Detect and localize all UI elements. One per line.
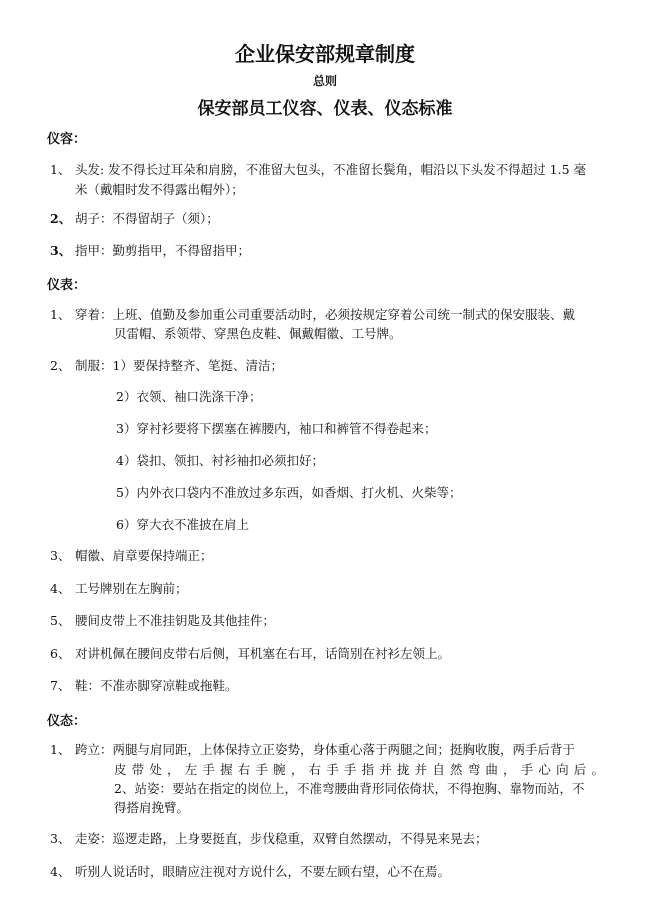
- item-number: 2、: [50, 211, 72, 226]
- item-continuation: 得搭肩挽臂。: [114, 800, 190, 815]
- item-number: 3、: [50, 831, 71, 846]
- list-item: [50, 611, 275, 631]
- list-item: [50, 829, 488, 849]
- uniform-subitem: 4）袋扣、领扣、衬衫袖扣必须扣好；: [116, 453, 324, 468]
- item-continuation: 米（戴帽时发不得露出帽外）；: [75, 182, 244, 197]
- section-dress-label: 仪表：: [47, 278, 87, 293]
- uniform-subitem: 2）衣领、袖口洗涤干净；: [116, 389, 262, 404]
- list-item: [50, 676, 238, 696]
- list-item: [50, 160, 610, 180]
- document-title: 企业保安部规章制度: [235, 42, 415, 66]
- item-text: 走姿：巡逻走路，上身要挺直，步伐稳重，双臂自然摆动，不得晃来晃去；: [75, 831, 488, 846]
- item-text: 制服：1）要保持整齐、笔挺、清洁；: [75, 358, 283, 373]
- uniform-subitem: 3）穿衬衫要将下摆塞在裤腰内，袖口和裤管不得卷起来；: [116, 421, 437, 436]
- item-number: 1、: [50, 742, 71, 757]
- item-text: 指甲：勤剪指甲，不得留指甲；: [75, 243, 251, 258]
- item-text: 帽徽、肩章要保持端正；: [75, 548, 213, 563]
- item-number: 5、: [50, 613, 71, 628]
- document-heading: 保安部员工仪容、仪表、仪态标准: [197, 99, 453, 119]
- item-number: 1、: [50, 307, 71, 322]
- list-item: [50, 241, 250, 261]
- list-item: [50, 305, 610, 325]
- item-text: 工号牌别在左胸前；: [75, 581, 188, 596]
- list-item: [50, 579, 188, 599]
- list-item: [50, 356, 283, 376]
- item-continuation: 2、站姿：要站在指定的岗位上，不准弯腰曲背形同依倚状，不得抱胸、靠物而站，不: [114, 781, 585, 796]
- list-item: [50, 862, 450, 882]
- item-continuation: 贝雷帽、系领带、穿黑色皮鞋、佩戴帽徽、工号牌。: [114, 326, 402, 341]
- item-text: 听别人说话时，眼睛应注视对方说什么，不要左顾右望，心不在焉。: [75, 864, 451, 879]
- item-number: 3、: [50, 548, 71, 563]
- item-text: 跨立：两腿与肩同距，上体保持立正姿势，身体重心落于两腿之间；挺胸收腹，两手后背于: [75, 742, 576, 757]
- item-number: 4、: [50, 581, 71, 596]
- item-text: 鞋：不准赤脚穿凉鞋或拖鞋。: [75, 678, 238, 693]
- item-number: 1、: [50, 162, 71, 177]
- item-number: 4、: [50, 864, 71, 879]
- section-appearance-label: 仪容：: [47, 132, 87, 147]
- uniform-subitem: 5）内外衣口袋内不准放过多东西，如香烟、打火机、火柴等；: [116, 485, 462, 500]
- item-number: 2、: [50, 358, 71, 373]
- section-posture-label: 仪态：: [47, 714, 87, 729]
- item-text: 腰间皮带上不准挂钥匙及其他挂件；: [75, 613, 276, 628]
- uniform-subitem: 6）穿大衣不准披在肩上: [116, 517, 249, 532]
- item-number: 7、: [50, 678, 71, 693]
- item-continuation: 皮带处，左手握右手腕，右手手指并拢并自然弯曲，手心向后。: [114, 762, 604, 777]
- list-item: [50, 209, 219, 229]
- item-text: 胡子：不得留胡子（须）；: [75, 211, 219, 226]
- list-item: [50, 740, 610, 760]
- document-subtitle: 总则: [312, 74, 337, 88]
- item-text: 对讲机佩在腰间皮带右后侧，耳机塞在右耳，话筒别在衬衫左领上。: [75, 646, 451, 661]
- item-text: 头发: 发不得长过耳朵和肩膀，不准留大包头，不准留长鬓角，帽沿以下头发不得超过 1.5 毫: [75, 162, 587, 177]
- item-number: 3、: [50, 243, 72, 258]
- list-item: [50, 546, 213, 566]
- item-text: 穿着：上班、值勤及参加重公司重要活动时，必须按规定穿着公司统一制式的保安服装、戴: [75, 307, 576, 322]
- list-item: [50, 644, 450, 664]
- item-number: 6、: [50, 646, 71, 661]
